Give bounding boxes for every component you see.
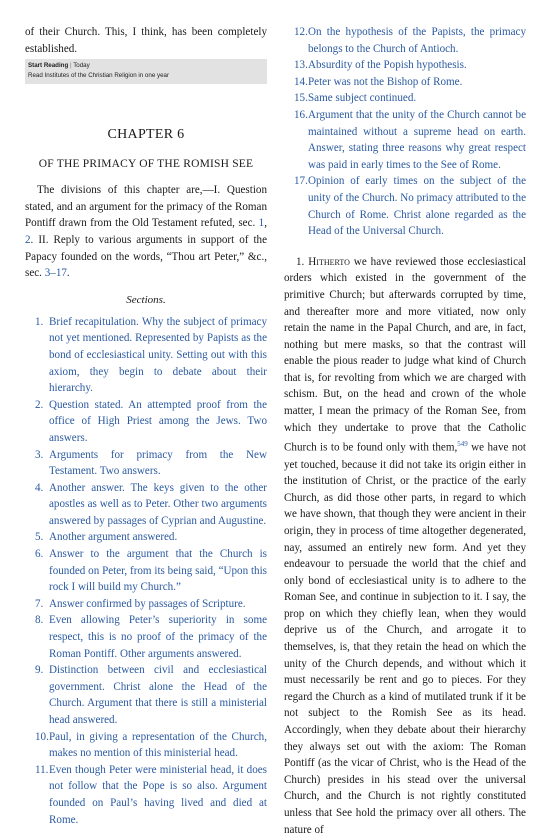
banner-separator: | xyxy=(69,62,72,70)
section-number: 12. xyxy=(294,26,308,38)
section-number: 13. xyxy=(294,59,308,72)
section-text: Argument that the unity of the Church cannot be maintained without a supreme head on earth. Answer, stating three reasons why great respect was paid in early times to the See of Rome. xyxy=(308,108,526,171)
section-item[interactable] xyxy=(284,107,526,173)
section-text: Question stated. An attempted proof from the office of High Priest among the Jews. Two answers. xyxy=(49,398,267,444)
section-number: 5. xyxy=(35,531,44,544)
section-item[interactable] xyxy=(25,662,267,728)
section-text: Same subject continued. xyxy=(308,92,417,105)
section-text: On the hypothesis of the Papists, the primacy belongs to the Church of Antioch. xyxy=(308,26,526,55)
section-link-2[interactable]: 2 xyxy=(25,233,31,246)
sections-list-left xyxy=(25,314,267,828)
section-item[interactable] xyxy=(25,529,267,546)
section-number: 6. xyxy=(35,548,44,561)
section-item[interactable] xyxy=(25,612,267,662)
section-text: Answer confirmed by passages of Scripture. xyxy=(49,597,246,610)
divisions-text-1: The divisions of this chapter are,—I. Question stated, and an argument for the primacy of the Roman Pontiff drawn from the Old Testament refuted, sec. xyxy=(25,184,267,230)
divisions-paragraph xyxy=(25,182,267,282)
section-number: 11. xyxy=(35,763,49,776)
section-item[interactable] xyxy=(284,90,526,107)
section-item[interactable] xyxy=(284,173,526,239)
section-number: 4. xyxy=(35,481,44,494)
section-item[interactable] xyxy=(284,24,526,57)
section-item[interactable] xyxy=(25,546,267,596)
paragraph-number: 1. xyxy=(296,255,309,268)
section-text: Brief recapitulation. Why the subject of primacy not yet mentioned. Represented by Papists as the bond of ecclesiastical unity. Setting out with this axiom, they begin to debate about their hierarchy. xyxy=(49,315,267,395)
sections-list-right xyxy=(284,24,526,240)
banner-top-line xyxy=(28,61,264,71)
section-number: 10. xyxy=(35,730,49,743)
section-number: 2. xyxy=(35,398,44,411)
section-text: Another argument answered. xyxy=(49,531,178,544)
section-link-3-17[interactable]: 3–17 xyxy=(44,267,67,280)
section-text: Even though Peter were ministerial head, it does not follow that the Pope is so also. Argument founded on Paul’s having lived and died at Rome. xyxy=(49,763,267,826)
section-item[interactable] xyxy=(25,397,267,447)
divisions-text-2: . II. Reply to various arguments in support of the Papacy founded on the words, “Thou art Peter,” &c., sec. xyxy=(25,233,267,280)
section-text: Distinction between civil and ecclesiastical government. Christ alone the Head of the Church. Argument that there is still a ministerial head answered. xyxy=(49,664,267,726)
section-number: 9. xyxy=(35,664,44,677)
reading-plan-text: Read Institutes of the Christian Religion in one year xyxy=(28,72,170,80)
section-item[interactable] xyxy=(284,57,526,74)
section-number: 14. xyxy=(294,75,308,88)
start-reading-link[interactable]: Start Reading xyxy=(28,62,69,70)
left-column xyxy=(25,0,267,828)
section-number: 3. xyxy=(35,448,44,461)
intro-text: of their Church. This, I think, has been completely established. xyxy=(25,26,267,55)
divisions-end: . xyxy=(66,267,70,280)
paragraph-text-b: we have not yet touched, because it did not take its origin either in the institution of Christ, or the practice of the early Church, as did those other parts, in regard to which we have shown, that though they were ancient in their origin, they in process of time altogether degenerated, nay, assumed an entirely new form. And yet they endeavour to persuade the world that the chief and only bond of ecclesiastical unity is to adhere to the Roman See, and continue in subjection to it. I say, the prop on which they chiefly lean, when they would deprive us of the Church, and arrogate it to themselves, is, that they retain the head on which the unity of the Church depends, and without which it must necessarily be rent and go to pieces. For they regard the Church as a kind of mutilated trunk if it be not subject to the Romish See as its head. Accordingly, when they debate about their hierarchy they always set out with the axiom: The Roman Pontiff (as the vicar of Christ, who is the Head of the Church) presides in his stead over the universal Church, and the Church is not rightly constituted unless that See hold the primacy over all others. The nature of xyxy=(284,441,527,836)
body-paragraph xyxy=(284,254,526,838)
section-link-1[interactable]: 1 xyxy=(258,217,265,230)
chapter-title: CHAPTER 6 xyxy=(107,127,185,143)
divisions-comma: , xyxy=(264,217,267,230)
section-text: Peter was not the Bishop of Rome. xyxy=(308,75,463,88)
section-item[interactable] xyxy=(25,314,267,397)
section-text: Even allowing Peter’s superiority in some respect, this is no proof of the primacy of the Roman Pontiff. Other arguments answered. xyxy=(49,614,267,660)
section-text: Arguments for primacy from the New Testament. Two answers. xyxy=(49,448,267,478)
section-item[interactable] xyxy=(25,596,267,613)
section-number: 7. xyxy=(35,597,44,610)
section-number: 1. xyxy=(35,315,44,328)
chapter-subtitle: OF THE PRIMACY OF THE ROMISH SEE xyxy=(38,158,254,171)
section-text: Paul, in giving a representation of the Church, makes no mention of this ministerial head. xyxy=(49,730,267,760)
section-number: 8. xyxy=(35,614,44,627)
section-number: 15. xyxy=(294,92,308,105)
right-column xyxy=(284,0,526,838)
section-text: Answer to the argument that the Church is founded on Peter, from its being said, “Upon this rock I will build my Church.” xyxy=(49,548,267,594)
paragraph-text-a: we have reviewed those ecclesiastical orders which existed in the government of the primitive Church; but afterwards corrupted by time, and thereafter more and more vitiated, now only retain the name in the Papal Church, and are, in fact, nothing but mere masks, so that the contrast will enable the pious reader to judge what kind of Church that is, for revolting from which we are charged with schism. But, on the head and crown of the whole matter, I mean the primacy of the Roman See, from which they undertake to prove that the Catholic Church is to be found only with them, xyxy=(284,255,527,454)
section-item[interactable] xyxy=(284,74,526,91)
section-text: Opinion of early times on the subject of the unity of the Church. No primacy attributed to the Church of Rome. Christ alone regarded as the Head of the Universal Church. xyxy=(308,175,526,238)
paragraph-lead-word: Hitherto xyxy=(308,255,350,268)
footnote-link[interactable]: 549 xyxy=(457,440,468,449)
sections-heading: Sections. xyxy=(126,293,166,306)
section-item[interactable] xyxy=(25,447,267,480)
section-item[interactable] xyxy=(25,480,267,530)
section-number: 17. xyxy=(294,175,308,188)
section-item[interactable] xyxy=(25,762,267,828)
today-link[interactable]: Today xyxy=(73,62,90,70)
section-text: Absurdity of the Popish hypothesis. xyxy=(308,59,467,72)
section-text: Another answer. The keys given to the other apostles as well as to Peter. Other two arguments answered by passages of Cyprian and Augustine. xyxy=(49,481,267,527)
reading-plan-banner[interactable] xyxy=(25,59,267,84)
section-number: 16. xyxy=(294,108,308,121)
